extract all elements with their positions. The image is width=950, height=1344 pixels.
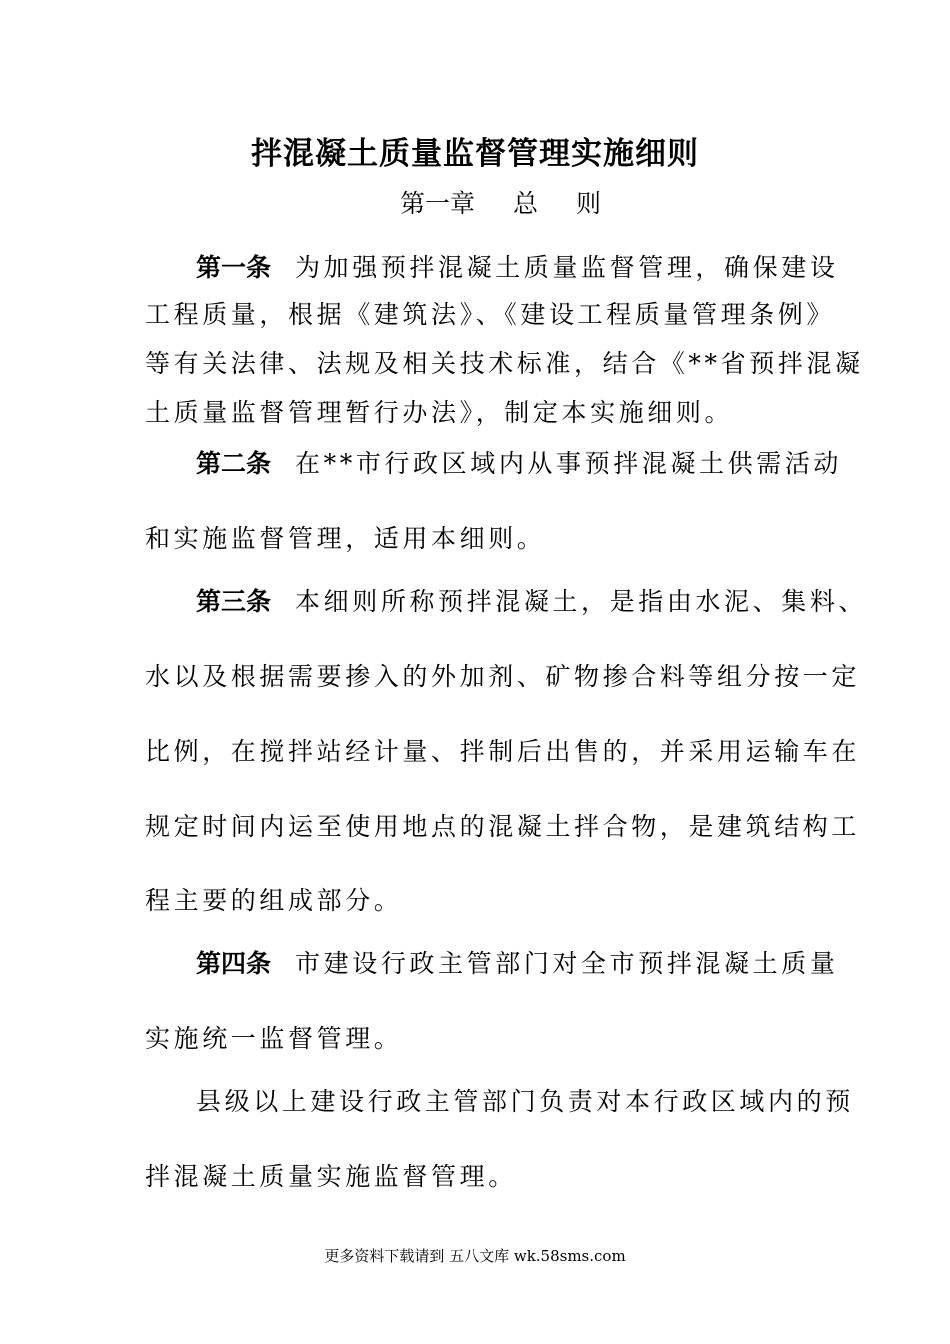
article-2-line-1 (196, 444, 842, 480)
article-3-line-4: 规定时间内运至使用地点的混凝土拌合物，是建筑结构工 (145, 812, 861, 841)
article-4-line-2: 实施统一监督管理。 (145, 1024, 403, 1053)
article-3-text-1: 本细则所称预拌混凝土，是指由水泥、集料、 (295, 587, 868, 616)
article-1-text-1: 为加强预拌混凝土质量监督管理，确保建设 (295, 253, 839, 282)
article-2-text-1: 在**市行政区域内从事预拌混凝土供需活动 (295, 449, 843, 478)
article-1-line-3: 等有关法律、法规及相关技术标准，结合《**省预拌混凝 (145, 349, 864, 378)
article-3-line-3: 比例，在搅拌站经计量、拌制后出售的，并采用运输车在 (145, 737, 861, 766)
article-4-heading: 第四条 (196, 949, 272, 978)
chapter-heading (400, 184, 601, 220)
chapter-name-first: 总 (512, 189, 538, 218)
paragraph-line-1: 县级以上建设行政主管部门负责对本行政区域内的预 (196, 1087, 854, 1116)
article-2-heading: 第二条 (196, 449, 272, 478)
article-1-heading: 第一条 (196, 253, 272, 282)
article-3-line-1 (196, 582, 867, 618)
article-1-line-1 (196, 248, 838, 284)
document-title: 拌混凝土质量监督管理实施细则 (251, 136, 699, 172)
page-footer: 更多资料下载请到 五八文库 wk.58sms.com (324, 1247, 626, 1265)
paragraph-line-2: 拌混凝土质量实施监督管理。 (145, 1162, 517, 1191)
chapter-label: 第一章 (400, 189, 476, 218)
article-3-line-2: 水以及根据需要掺入的外加剂、矿物掺合料等组分按一定 (145, 662, 861, 691)
chapter-name-second: 则 (575, 189, 601, 218)
article-1-line-2: 工程质量，根据《建筑法》、《建设工程质量管理条例》 (145, 300, 836, 329)
article-4-text-1: 市建设行政主管部门对全市预拌混凝土质量 (295, 949, 839, 978)
article-2-line-2: 和实施监督管理，适用本细则。 (145, 524, 546, 553)
article-3-line-5: 程主要的组成部分。 (145, 886, 403, 915)
article-1-line-4: 土质量监督管理暂行办法》，制定本实施细则。 (145, 398, 734, 427)
article-4-line-1 (196, 944, 838, 980)
article-3-heading: 第三条 (196, 587, 272, 616)
